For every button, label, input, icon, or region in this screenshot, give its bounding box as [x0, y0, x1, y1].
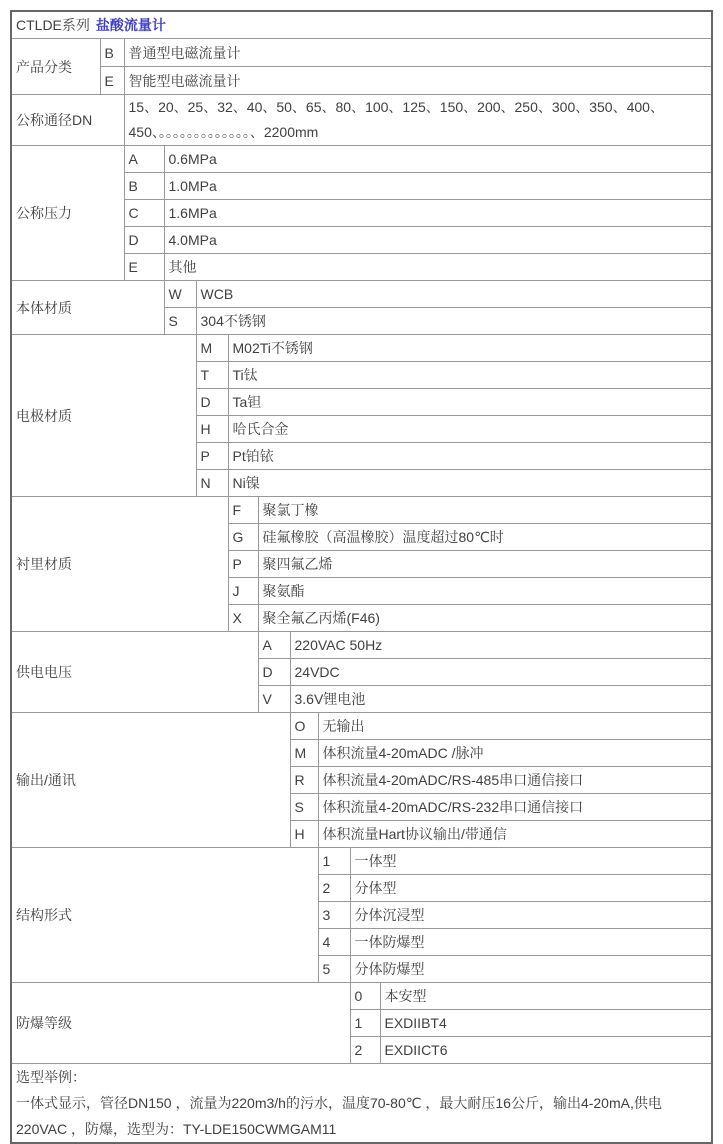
option-row [11, 281, 712, 308]
dn-values-line1: 15、20、25、32、40、50、65、80、100、125、150、200、250、300、350、400、 [128, 99, 664, 115]
option-code: S [290, 794, 318, 821]
example-title: 选型举例： [16, 1069, 86, 1085]
section-label-structure-form: 结构形式 [11, 848, 318, 983]
option-desc: 聚氨酯 [258, 578, 712, 605]
option-desc: 哈氏合金 [228, 416, 712, 443]
option-row [11, 146, 712, 173]
option-code: 5 [318, 956, 350, 983]
option-code: P [228, 551, 258, 578]
option-desc: 聚四氟乙烯 [258, 551, 712, 578]
option-desc: 4.0MPa [164, 227, 712, 254]
option-code: F [228, 497, 258, 524]
dn-values-line2: 450、。。。。。。。。。。。。。、2200mm [128, 124, 319, 140]
option-code: H [290, 821, 318, 848]
option-code: 1 [318, 848, 350, 875]
option-code: M [290, 740, 318, 767]
option-code: D [258, 659, 290, 686]
option-code: W [164, 281, 196, 308]
option-desc: Ni镍 [228, 470, 712, 497]
selection-table [10, 10, 713, 1144]
example-text: 一体式显示，管径DN150 ，流量为220m3/h的污水，温度70-80℃ ，最大耐压16公斤，输出4-20mA,供电220VAC ，防爆，选型为：TY-LDE150CWMGAM11 [16, 1095, 662, 1137]
option-desc: EXDIICT6 [380, 1037, 712, 1064]
option-desc: 220VAC 50Hz [290, 632, 712, 659]
option-desc: EXDIIBT4 [380, 1010, 712, 1037]
option-desc: 智能型电磁流量计 [124, 67, 712, 95]
option-code: O [290, 713, 318, 740]
option-code: J [228, 578, 258, 605]
section-label-body-material: 本体材质 [11, 281, 164, 335]
option-code: G [228, 524, 258, 551]
option-desc: 3.6V锂电池 [290, 686, 712, 713]
option-code: C [124, 200, 164, 227]
product-name-link[interactable]: 盐酸流量计 [95, 17, 166, 33]
option-code: E [124, 254, 164, 281]
option-desc: 分体型 [350, 875, 712, 902]
section-label-product-class: 产品分类 [11, 39, 100, 95]
option-code: A [124, 146, 164, 173]
option-code: N [196, 470, 228, 497]
option-desc: Pt铂铱 [228, 443, 712, 470]
option-code: 2 [350, 1037, 380, 1064]
option-desc: 304不锈钢 [196, 308, 712, 335]
option-code: 1 [350, 1010, 380, 1037]
option-row [11, 39, 712, 67]
option-desc: 本安型 [380, 983, 712, 1010]
option-desc: 体积流量4-20mADC/RS-485串口通信接口 [318, 767, 712, 794]
option-desc: 24VDC [290, 659, 712, 686]
option-desc: M02Ti不锈钢 [228, 335, 712, 362]
option-desc: 一体型 [350, 848, 712, 875]
option-desc: 体积流量4-20mADC/RS-232串口通信接口 [318, 794, 712, 821]
option-code: V [258, 686, 290, 713]
dn-row [11, 95, 712, 146]
option-code: 0 [350, 983, 380, 1010]
option-code: S [164, 308, 196, 335]
option-desc: 分体防爆型 [350, 956, 712, 983]
selection-example [11, 1064, 712, 1144]
option-code: 2 [318, 875, 350, 902]
option-desc: Ta钽 [228, 389, 712, 416]
section-label-lining-material: 衬里材质 [11, 497, 228, 632]
option-row [11, 983, 712, 1010]
option-desc: 0.6MPa [164, 146, 712, 173]
option-desc: 普通型电磁流量计 [124, 39, 712, 67]
section-label-electrode-material: 电极材质 [11, 335, 196, 497]
option-row [11, 67, 712, 95]
option-desc: 无输出 [318, 713, 712, 740]
option-code: D [196, 389, 228, 416]
option-desc: 1.6MPa [164, 200, 712, 227]
option-desc: 分体沉浸型 [350, 902, 712, 929]
option-desc: WCB [196, 281, 712, 308]
option-desc: 1.0MPa [164, 173, 712, 200]
option-desc: 聚全氟乙丙烯(F46) [258, 605, 712, 632]
option-code: H [196, 416, 228, 443]
option-code: P [196, 443, 228, 470]
option-desc: 一体防爆型 [350, 929, 712, 956]
option-code: B [124, 173, 164, 200]
series-name: CTLDE系列 [16, 17, 90, 33]
section-label-output-comm: 输出/通讯 [11, 713, 290, 848]
option-row [11, 848, 712, 875]
option-desc: 体积流量Hart协议输出/带通信 [318, 821, 712, 848]
option-row [11, 632, 712, 659]
section-label-dn: 公称通径DN [11, 95, 124, 146]
option-code: 3 [318, 902, 350, 929]
option-desc: 体积流量4-20mADC /脉冲 [318, 740, 712, 767]
section-label-power-supply: 供电电压 [11, 632, 258, 713]
option-row [11, 713, 712, 740]
section-label-explosion-grade: 防爆等级 [11, 983, 350, 1064]
option-desc: 硅氟橡胶（高温橡胶）温度超过80℃时 [258, 524, 712, 551]
option-row [11, 335, 712, 362]
dn-values [124, 95, 712, 146]
option-code: E [100, 67, 124, 95]
example-row [11, 1064, 712, 1144]
section-label-pressure: 公称压力 [11, 146, 124, 281]
table-title [11, 11, 712, 39]
option-code: R [290, 767, 318, 794]
option-code: 4 [318, 929, 350, 956]
option-code: B [100, 39, 124, 67]
option-code: A [258, 632, 290, 659]
option-row [11, 497, 712, 524]
option-desc: 聚氯丁橡 [258, 497, 712, 524]
option-code: T [196, 362, 228, 389]
title-row [11, 11, 712, 39]
option-desc: Ti钛 [228, 362, 712, 389]
option-code: X [228, 605, 258, 632]
option-code: D [124, 227, 164, 254]
option-desc: 其他 [164, 254, 712, 281]
option-code: M [196, 335, 228, 362]
